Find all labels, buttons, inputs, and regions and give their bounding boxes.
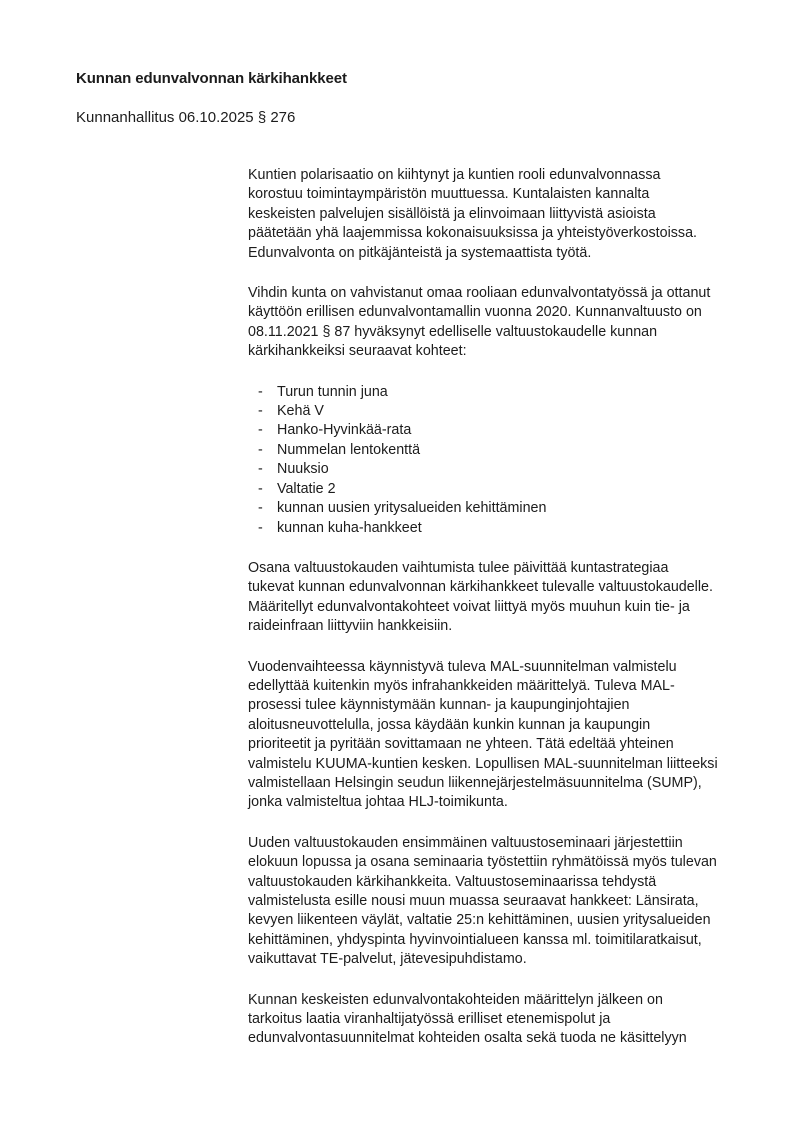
list-item xyxy=(248,383,768,402)
paragraph xyxy=(248,834,768,970)
list-item xyxy=(248,402,768,421)
bullet-dash: - xyxy=(258,500,263,517)
text-line: edellyttää kuitenkin myös infrahankkeiden määrittelyä. Tuleva MAL- xyxy=(248,677,675,694)
text-line: jonka valmisteltua johtaa HLJ-toimikunta. xyxy=(248,794,508,811)
document-body xyxy=(248,166,768,1070)
bullet-text: Nummelan lentokenttä xyxy=(277,441,421,458)
page-title: Kunnan edunvalvonnan kärkihankkeet xyxy=(76,70,347,87)
text-line: korostuu toimintaympäristön muuttuessa. Kuntalaisten kannalta xyxy=(248,186,650,203)
text-line: 08.11.2021 § 87 hyväksynyt edelliselle valtuustokaudelle kunnan xyxy=(248,323,658,340)
bullet-dash: - xyxy=(258,422,263,439)
text-line: prosessi tulee käynnistymään kunnan- ja kaupunginjohtajien xyxy=(248,697,630,714)
text-line: prioriteetit ja pyritään sovittamaan ne yhteen. Tätä edeltää yhteinen xyxy=(248,736,674,753)
text-line: Uuden valtuustokauden ensimmäinen valtuustoseminaari järjestettiin xyxy=(248,834,683,851)
text-line: valmistellaan Helsingin seudun liikennejärjestelmäsuunnitelma (SUMP), xyxy=(248,774,702,791)
text-line: valmistelu KUUMA-kuntien kesken. Lopullisen MAL-suunnitelman liitteeksi xyxy=(248,755,718,772)
bullet-text: Turun tunnin juna xyxy=(277,383,388,400)
paragraph xyxy=(248,991,768,1049)
text-line: kärkihankkeiksi seuraavat kohteet: xyxy=(248,343,467,360)
text-line: keskeisten palvelujen sisällöistä ja elinvoimaan liittyvistä asioista xyxy=(248,205,656,222)
text-line: käyttöön erillisen edunvalvontamallin vuonna 2020. Kunnanvaltuusto on xyxy=(248,304,702,321)
bullet-dash: - xyxy=(258,403,263,420)
text-line: Edunvalvonta on pitkäjänteistä ja systemaattista työtä. xyxy=(248,244,592,261)
text-line: Määritellyt edunvalvontakohteet voivat liittyä myös muuhun kuin tie- ja xyxy=(248,598,690,615)
bullet-text: kunnan uusien yritysalueiden kehittäminen xyxy=(277,500,547,517)
bullet-text: Kehä V xyxy=(277,403,324,420)
text-line: Kunnan keskeisten edunvalvontakohteiden määrittelyn jälkeen on xyxy=(248,991,663,1008)
bullet-text: Valtatie 2 xyxy=(277,480,336,497)
list-item xyxy=(248,441,768,460)
bullet-dash: - xyxy=(258,519,263,536)
bullet-text: Nuuksio xyxy=(277,461,329,478)
text-line: Vuodenvaihteessa käynnistyvä tuleva MAL-suunnitelman valmistelu xyxy=(248,658,677,675)
text-line: valmistelusta esille nousi muun muassa seuraavat hankkeet: Länsirata, xyxy=(248,893,699,909)
text-line: Kuntien polarisaatio on kiihtynyt ja kuntien rooli edunvalvonnassa xyxy=(248,167,661,183)
bullet-dash: - xyxy=(258,383,263,400)
text-line: Osana valtuustokauden vaihtumista tulee päivittää kuntastrategiaa xyxy=(248,559,669,576)
list-item xyxy=(248,460,768,479)
list-item xyxy=(248,421,768,440)
text-line: tarkoitus laatia viranhaltijatyössä erilliset etenemispolut ja xyxy=(248,1011,611,1028)
list-item xyxy=(248,480,768,499)
bullet-dash: - xyxy=(258,441,263,458)
text-line: aloitusneuvottelulla, jossa käydään kunkin kunnan ja kaupungin xyxy=(248,716,651,733)
bullet-dash: - xyxy=(258,461,263,478)
paragraph xyxy=(248,658,768,813)
text-line: valtuustokauden kärkihankkeita. Valtuustoseminaarissa tehdystä xyxy=(248,873,657,890)
text-line: kehittäminen, yhdyspinta hyvinvointialueen kanssa ml. toimitilaratkaisut, xyxy=(248,931,702,948)
text-line: vaikuttavat TE-palvelut, jätevesipuhdistamo. xyxy=(248,951,527,968)
paragraph xyxy=(248,559,768,637)
text-line: elokuun lopussa ja osana seminaaria työstettiin ryhmätöissä myös tulevan xyxy=(248,854,717,871)
bullet-text: Hanko-Hyvinkää-rata xyxy=(277,422,412,439)
paragraph xyxy=(248,284,768,362)
text-line: kevyen liikenteen väylät, valtatie 25:n kehittäminen, uusien yritysalueiden xyxy=(248,912,711,929)
paragraph xyxy=(248,166,768,263)
list-item xyxy=(248,499,768,518)
text-line: tukevat kunnan edunvalvonnan kärkihankkeet tulevalle valtuustokaudelle. xyxy=(248,579,713,596)
text-line: edunvalvontasuunnitelmat kohteiden osalta sekä tuoda ne käsittelyyn xyxy=(248,1030,687,1047)
bullet-text: kunnan kuha-hankkeet xyxy=(277,519,422,536)
list-item xyxy=(248,519,768,538)
document-reference-line: Kunnanhallitus 06.10.2025 § 276 xyxy=(76,109,296,126)
bullet-dash: - xyxy=(258,480,263,497)
text-line: päätetään yhä laajemmissa kokonaisuuksissa ja yhteistyöverkostoissa. xyxy=(248,225,697,242)
bullet-list xyxy=(248,383,768,538)
text-line: raideinfraan liittyviin hankkeisiin. xyxy=(248,618,453,635)
text-line: Vihdin kunta on vahvistanut omaa rooliaan edunvalvontatyössä ja ottanut xyxy=(248,285,711,302)
